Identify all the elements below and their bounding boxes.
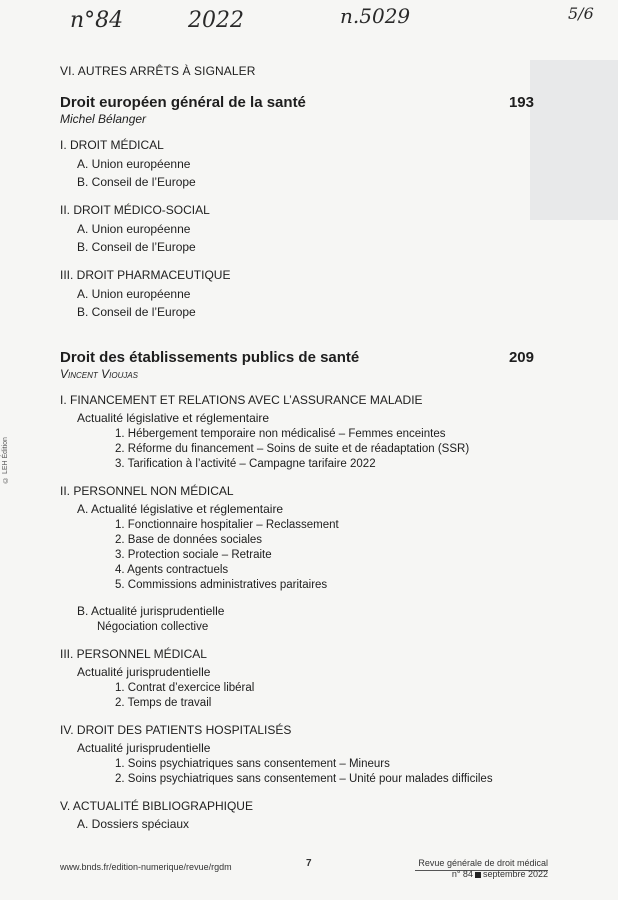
article-author: Vincent Vioujas [60, 367, 139, 381]
list-item: 5. Commissions administratives paritaires [115, 579, 328, 591]
square-bullet-icon [475, 872, 481, 878]
article-droit-europeen [60, 94, 540, 321]
bleed-through-shadow [530, 60, 618, 220]
subsection: B. Conseil de l’Europe [77, 175, 196, 189]
article-title: Droit européen général de la santé [60, 94, 306, 111]
section-heading: I. DROIT MÉDICAL [60, 138, 164, 152]
footer-issue-number: n° 84 [451, 869, 473, 879]
subsection: Actualité jurisprudentielle [77, 665, 211, 679]
sidebar-copyright: © LEH Édition [2, 437, 9, 483]
section-heading: II. PERSONNEL NON MÉDICAL [60, 484, 234, 498]
subsection: Actualité législative et réglementaire [77, 411, 270, 425]
article-page: 193 [508, 94, 534, 111]
subsection: B. Conseil de l’Europe [77, 240, 196, 254]
list-item: 2. Soins psychiatriques sans consentement – Unité pour malades difficiles [115, 773, 493, 785]
table-of-contents [60, 64, 540, 833]
list-item: 3. Tarification à l’activité – Campagne tarifaire 2022 [115, 458, 376, 470]
list-item: 1. Fonctionnaire hospitalier – Reclassement [115, 519, 339, 531]
subsection: A. Union européenne [77, 222, 191, 236]
subsection: Actualité jurisprudentielle [77, 741, 211, 755]
footer-issue [418, 869, 548, 880]
handwritten-fraction: 5/6 [568, 4, 594, 23]
section-heading: IV. DROIT DES PATIENTS HOSPITALISÉS [60, 723, 292, 737]
article-etablissements-publics [60, 349, 540, 833]
list-item: 2. Temps de travail [115, 697, 212, 709]
list-item: 3. Protection sociale – Retraite [115, 549, 272, 561]
section-heading: V. ACTUALITÉ BIBLIOGRAPHIQUE [60, 799, 253, 813]
footer-journal: Revue générale de droit médical [418, 858, 548, 868]
subsection: A. Actualité législative et réglementaire [77, 502, 284, 516]
handwritten-issue: n°84 [70, 8, 124, 33]
list-item: Négociation collective [97, 621, 209, 633]
subsection: A. Union européenne [77, 287, 191, 301]
list-item: 1. Contrat d’exercice libéral [115, 682, 255, 694]
footer-journal-block [418, 858, 548, 880]
article-author: Michel Bélanger [60, 112, 147, 126]
list-item: 2. Base de données sociales [115, 534, 263, 546]
footer-url: www.bnds.fr/edition-numerique/revue/rgdm [60, 862, 232, 872]
list-item: 1. Soins psychiatriques sans consentement – Mineurs [115, 758, 390, 770]
list-item: 4. Agents contractuels [115, 564, 229, 576]
subsection: B. Actualité jurisprudentielle [77, 604, 225, 618]
handwritten-number: n.5029 [340, 4, 411, 28]
subsection: A. Union européenne [77, 157, 191, 171]
vi-heading: VI. AUTRES ARRÊTS À SIGNALER [60, 64, 256, 78]
subsection: B. Conseil de l’Europe [77, 305, 196, 319]
handwritten-year: 2022 [188, 8, 244, 33]
article-title: Droit des établissements publics de santé [60, 349, 360, 366]
list-item: 2. Réforme du financement – Soins de suite et de réadaptation (SSR) [115, 443, 470, 455]
list-item: 1. Hébergement temporaire non médicalisé – Femmes enceintes [115, 428, 446, 440]
section-heading: II. DROIT MÉDICO-SOCIAL [60, 203, 210, 217]
subsection: A. Dossiers spéciaux [77, 817, 190, 831]
section-heading: III. DROIT PHARMACEUTIQUE [60, 268, 231, 282]
article-page: 209 [508, 349, 534, 366]
footer-issue-date: septembre 2022 [482, 869, 548, 879]
section-heading: III. PERSONNEL MÉDICAL [60, 647, 207, 661]
section-heading: I. FINANCEMENT ET RELATIONS AVEC L’ASSURANCE MALADIE [60, 393, 423, 407]
footer-page-number: 7 [306, 858, 312, 869]
